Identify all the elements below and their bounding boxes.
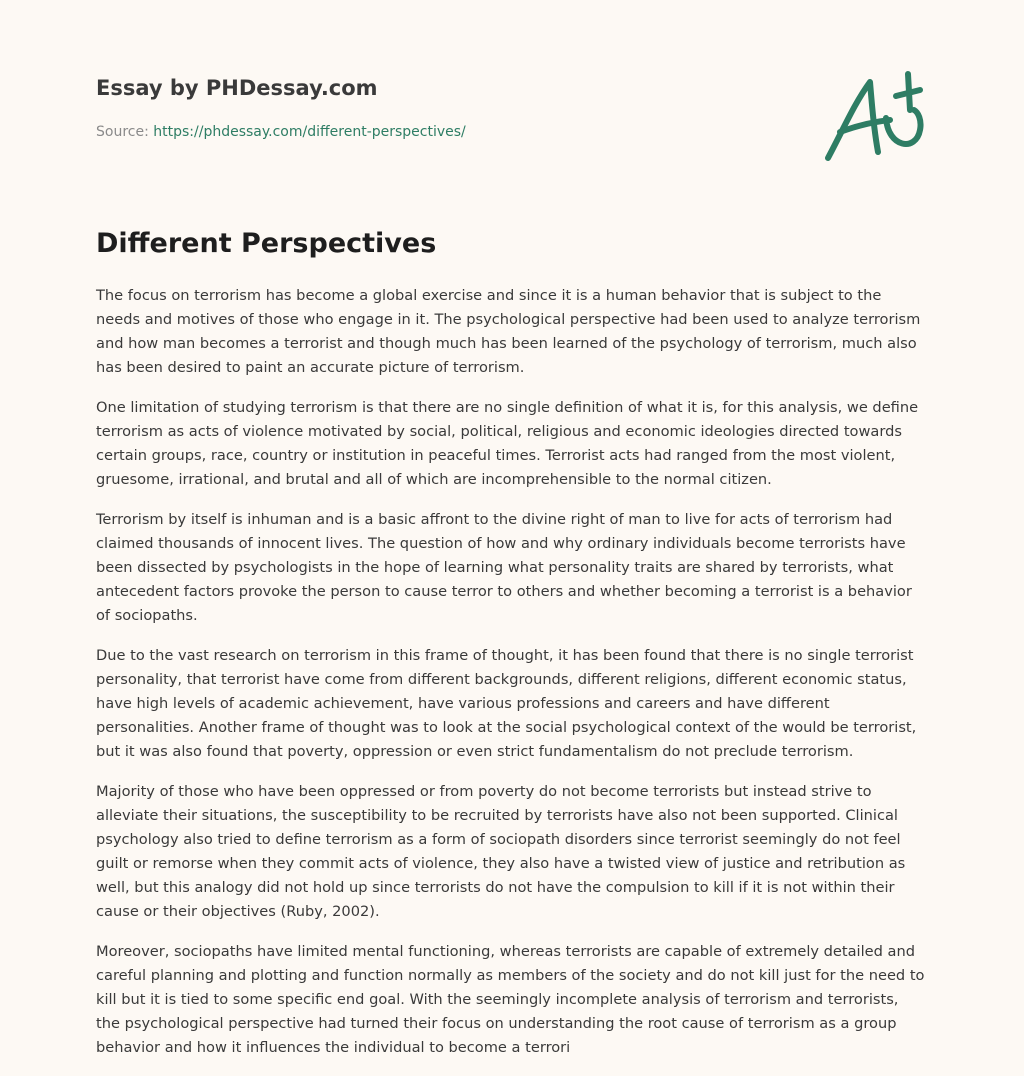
essay-body [96, 284, 926, 1076]
essay-paragraph: One limitation of studying terrorism is that there are no single definition of what it is, for this analysis, we define terrorism as acts of violence motivated by social, political, religious and economic ideologies directed towards certain groups, race, country or institution in peaceful times. Terrorist acts had ranged from the most violent, gruesome, irrational, and brutal and all of which are incomprehensible to the normal citizen. [96, 399, 919, 488]
source-link[interactable]: https://phdessay.com/different-perspectives/ [153, 124, 466, 140]
brand-heading: Essay by PHDessay.com [96, 76, 378, 100]
essay-paragraph: Due to the vast research on terrorism in this frame of thought, it has been found that there is no single terrorist personality, that terrorist have come from different backgrounds, different religions, different economic status, have high levels of academic achievement, have various professions and careers and have different personalities. Another frame of thought was to look at the social psychological context of the would be terrorist, but it was also found that poverty, oppression or even strict fundamentalism do not preclude terrorism. [96, 647, 917, 760]
essay-paragraph: The focus on terrorism has become a global exercise and since it is a human behavior that is subject to the needs and motives of those who engage in it. The psychological perspective had been used to analyze terrorism and how man becomes a terrorist and though much has been learned of the psychology of terrorism, much also has been desired to paint an accurate picture of terrorism. [96, 287, 921, 376]
source-label: Source: [96, 124, 149, 140]
essay-paragraph: Majority of those who have been oppressed or from poverty do not become terrorists but instead strive to alleviate their situations, the susceptibility to be recruited by terrorists have also not been supported. Clinical psychology also tried to define terrorism as a form of sociopath disorders since terrorist seemingly do not feel guilt or remorse when they commit acts of violence, they also have a twisted view of justice and retribution as well, but this analogy did not hold up since terrorists do not have the compulsion to kill if it is not within their cause or their objectives (Ruby, 2002). [96, 783, 906, 920]
essay-title: Different Perspectives [96, 228, 437, 259]
source-line [96, 124, 466, 140]
essay-paragraph: Terrorism by itself is inhuman and is a basic affront to the divine right of man to live for acts of terrorism had claimed thousands of innocent lives. The question of how and why ordinary individuals become terrorists have been dissected by psychologists in the hope of learning what personality traits are shared by terrorists, what antecedent factors provoke the person to cause terror to others and whether becoming a terrorist is a behavior of sociopaths. [96, 511, 912, 624]
essay-paragraph: Moreover, sociopaths have limited mental functioning, whereas terrorists are capable of extremely detailed and careful planning and plotting and function normally as members of the society and do not kill just for the need to kill but it is tied to some specific end goal. With the seemingly incomplete analysis of terrorism and terrorists, the psychological perspective had turned their focus on understanding the root cause of terrorism as a group behavior and how it influences the individual to become a terrori [96, 943, 925, 1056]
a-plus-logo-icon [816, 66, 936, 166]
